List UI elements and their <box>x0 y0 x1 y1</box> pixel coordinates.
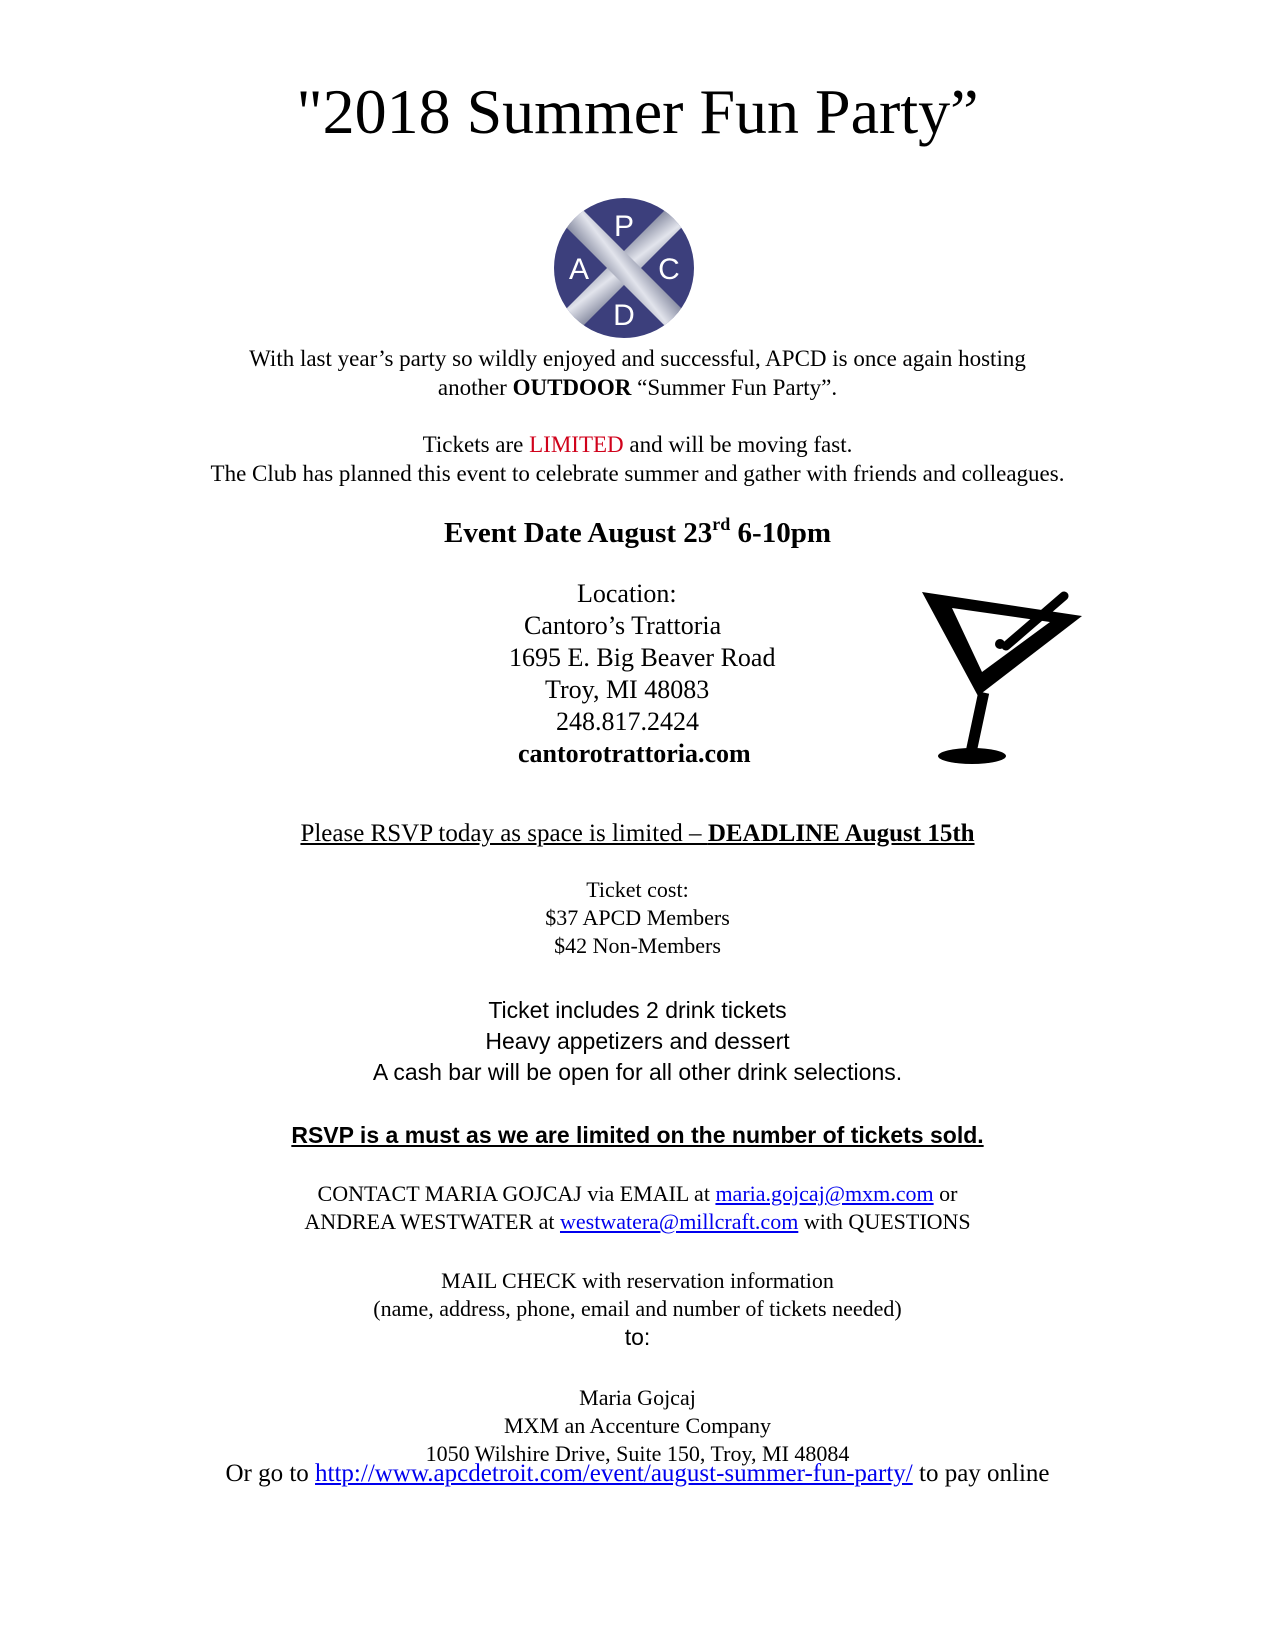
logo-letter-a: A <box>568 253 590 286</box>
contact-questions: with QUESTIONS <box>798 1209 971 1234</box>
intro-paragraph <box>0 344 1275 402</box>
mail-check-info <box>0 1267 1275 1323</box>
contact-line-2 <box>0 1208 1275 1236</box>
pay-online-link[interactable]: http://www.apcdetroit.com/event/august-summer-fun-party/ <box>315 1460 913 1487</box>
contact-line-1 <box>0 1180 1275 1208</box>
tickets-limited-start: Tickets are <box>422 432 530 457</box>
location-label: Location: <box>577 579 677 608</box>
rsvp-deadline <box>0 818 1275 850</box>
contact-or: or <box>933 1181 958 1206</box>
logo-letter-p: P <box>613 210 635 243</box>
includes-line: Ticket includes 2 drink tickets <box>488 997 787 1023</box>
mail-to-label: to: <box>624 1324 651 1350</box>
venue-street: 1695 E. Big Beaver Road <box>509 643 776 672</box>
email-link-andrea[interactable]: westwatera@millcraft.com <box>559 1209 799 1234</box>
non-member-price: $42 Non-Members <box>554 933 721 958</box>
limited-highlight: LIMITED <box>529 432 624 457</box>
event-date-text: Event Date August 23 <box>444 517 713 549</box>
rsvp-must-notice: RSVP is a must as we are limited on the number of tickets sold. <box>291 1122 984 1148</box>
event-date <box>0 515 1275 551</box>
club-planned-line: The Club has planned this event to celebrate summer and gather with friends and colleagues. <box>210 461 1065 486</box>
event-date-ordinal: rd <box>712 514 731 534</box>
event-time: 6-10pm <box>730 517 831 549</box>
rsvp-deadline-text: Please RSVP today as space is limited – <box>300 820 708 847</box>
includes-line: Heavy appetizers and dessert <box>485 1028 790 1054</box>
tickets-note <box>0 430 1275 488</box>
tickets-limited-line <box>0 430 1275 459</box>
rsvp-deadline-bold: DEADLINE August 15th <box>707 820 975 847</box>
apcd-logo <box>552 196 696 340</box>
ticket-cost-label: Ticket cost: <box>586 877 689 902</box>
logo-letter-c: C <box>658 253 680 286</box>
ticket-includes <box>0 995 1275 1088</box>
pay-online-end: to pay online <box>912 1460 1050 1487</box>
intro-line-2-end: “Summer Fun Party”. <box>631 375 838 400</box>
cocktail-glass-icon <box>918 588 1088 772</box>
email-link-maria[interactable]: maria.gojcaj@mxm.com <box>715 1181 934 1206</box>
venue-website: cantorotrattoria.com <box>518 739 751 768</box>
pay-online-line <box>0 1458 1275 1490</box>
contact-andrea-text: ANDREA WESTWATER at <box>304 1209 560 1234</box>
contact-maria-text: CONTACT MARIA GOJCAJ via EMAIL at <box>317 1181 716 1206</box>
intro-line-1: With last year’s party so wildly enjoyed and successful, APCD is once again hosting <box>249 346 1026 371</box>
intro-line-2 <box>0 373 1275 402</box>
ticket-cost <box>0 876 1275 960</box>
mail-line-2: (name, address, phone, email and number of tickets needed) <box>373 1296 902 1321</box>
page-title: "2018 Summer Fun Party” <box>296 76 979 147</box>
mailing-address <box>0 1384 1275 1468</box>
venue-name: Cantoro’s Trattoria <box>524 611 722 640</box>
contact-info <box>0 1180 1275 1236</box>
intro-line-2-start: another <box>437 375 513 400</box>
venue-phone: 248.817.2424 <box>556 707 699 736</box>
address-name: Maria Gojcaj <box>579 1385 696 1410</box>
member-price: $37 APCD Members <box>545 905 730 930</box>
pay-online-start: Or go to <box>225 1460 316 1487</box>
venue-city: Troy, MI 48083 <box>545 675 710 704</box>
includes-line: A cash bar will be open for all other drink selections. <box>372 1059 903 1085</box>
address-company: MXM an Accenture Company <box>504 1413 771 1438</box>
tickets-limited-end: and will be moving fast. <box>623 432 853 457</box>
logo-letter-d: D <box>613 299 635 332</box>
mail-line-1: MAIL CHECK with reservation information <box>441 1268 834 1293</box>
address-street: 1050 Wilshire Drive, Suite 150, Troy, MI 48084 <box>425 1441 850 1466</box>
outdoor-emphasis: OUTDOOR <box>512 375 632 400</box>
